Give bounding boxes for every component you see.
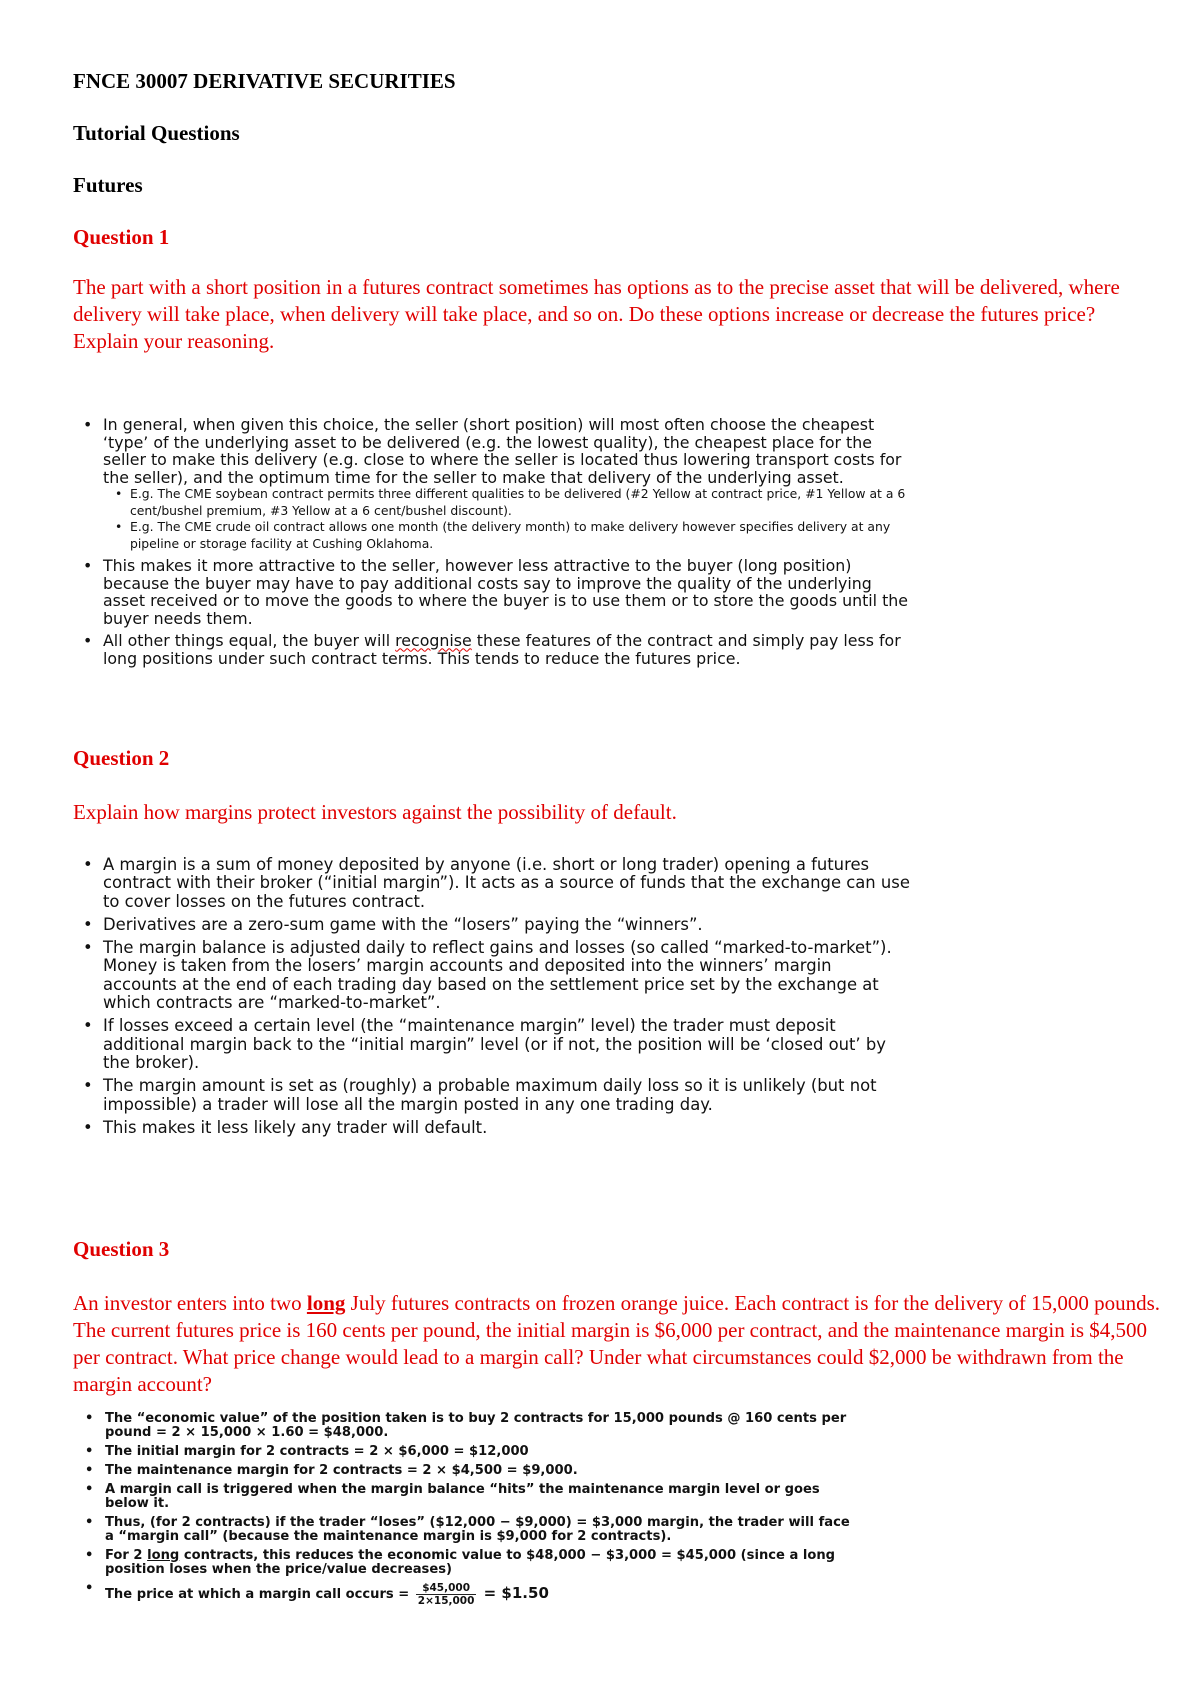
subtitle: Tutorial Questions [73,121,240,145]
fraction [416,1582,477,1607]
long-emphasis: long [147,1548,180,1563]
list-item: • The maintenance margin for 2 contracts = 2 × $4,500 = $9,000. [82,1464,862,1478]
question-2-text: Explain how margins protect investors against the possibility of default. [73,800,677,824]
list-item: • This makes it less likely any trader will default. [80,1119,910,1137]
topic-heading: Futures [73,173,143,197]
long-emphasis: long [306,1291,346,1315]
list-item: • The price at which a margin call occurs = $\frac{\$45,000}{2\times 15,000}$ = $1.50 [82,1582,862,1607]
fraction-numerator: $45,000 [416,1582,477,1595]
question-2-answer-list [80,856,910,1142]
course-title: FNCE 30007 DERIVATIVE SECURITIES [73,69,456,93]
list-item: • All other things equal, the buyer will recognise these features of the contract and simply pay less for long positions under such contract terms. This tends to reduce the futures price. [80,632,910,667]
list-item: • If losses exceed a certain level (the “maintenance margin” level) the trader must deposit additional margin back to the “initial margin” level (or if not, the position will be ‘closed out’ by the broker). [80,1017,910,1072]
list-item: • A margin call is triggered when the margin balance “hits” the maintenance margin level or goes below it. [82,1483,862,1511]
list-item: • In general, when given this choice, the seller (short position) will most often choose the cheapest ‘type’ of the underlying asset to be delivered (e.g. the lowest quality), the cheapest place for the seller to make this delivery (e.g. close to where the seller is located thus lowering transport costs for the seller), and the optimum time for the seller to make that delivery of the underlying asset. [80,416,910,486]
question-2-title: Question 2 [73,746,170,770]
list-item: • Thus, (for 2 contracts) if the trader “loses” ($12,000 − $9,000) = $3,000 margin, the trader will face a “margin call” (because the maintenance margin is $9,000 for 2 contracts). [82,1516,862,1544]
fraction-denominator: 2×15,000 [417,1595,475,1607]
list-item: • The margin balance is adjusted daily to reflect gains and losses (so called “marked-to-market”). Money is taken from the losers’ margin accounts and deposited into the winners’ margin accounts at the end of each trading day based on the settlement price set by the exchange at which contracts are “marked-to-market”. [80,939,910,1012]
question-1-text: The part with a short position in a futures contract sometimes has options as to the precise asset that will be delivered, where delivery will take place, when delivery will take place, and so on. Do these options increase or decrease the futures price? Explain your reasoning. [73,275,1120,353]
question-3-answer-list [82,1412,862,1612]
list-item: • The margin amount is set as (roughly) a probable maximum daily loss so it is unlikely (but not impossible) a trader will lose all the margin posted in any one trading day. [80,1077,910,1114]
question-1-answer-list [80,416,910,668]
list-item: • A margin is a sum of money deposited by anyone (i.e. short or long trader) opening a futures contract with their broker (“initial margin”). It acts as a source of funds that the exchange can use to cover losses on the futures contract. [80,856,910,911]
spellcheck-word: recognise [395,631,472,651]
question-3-text: An investor enters into two long July futures contracts on frozen orange juice. Each contract is for the delivery of 15,000 pounds. The current futures price is 160 cents per pound, the initial margin is $6,000 per contract, and the maintenance margin is $4,500 per contract. What price change would lead to a margin call? Under what circumstances could $2,000 be withdrawn from the margin account? [73,1291,1161,1396]
list-item: • The initial margin for 2 contracts = 2 × $6,000 = $12,000 [82,1445,862,1459]
list-item: • E.g. The CME soybean contract permits three different qualities to be delivered (#2 Yellow at contract price, #1 Yellow at a 6 cent/bushel premium, #3 Yellow at a 6 cent/bushel discount). [114,486,910,519]
question-1-title: Question 1 [73,225,170,249]
list-item: • This makes it more attractive to the seller, however less attractive to the buyer (long position) because the buyer may have to pay additional costs say to improve the quality of the underlying asset received or to move the goods to where the buyer is to use them or to store the goods until the buyer needs them. [80,557,910,627]
list-item: • Derivatives are a zero-sum game with the “losers” paying the “winners”. [80,916,910,934]
list-item: • The “economic value” of the position taken is to buy 2 contracts for 15,000 pounds @ 160 cents per pound = 2 × 15,000 × 1.60 = $48,000. [82,1412,862,1440]
list-item: • For 2 long contracts, this reduces the economic value to $48,000 − $3,000 = $45,000 (since a long position loses when the price/value decreases) [82,1549,862,1577]
list-item: • E.g. The CME crude oil contract allows one month (the delivery month) to make delivery however specifies delivery at any pipeline or storage facility at Cushing Oklahoma. [114,519,910,552]
question-3-title: Question 3 [73,1237,170,1261]
